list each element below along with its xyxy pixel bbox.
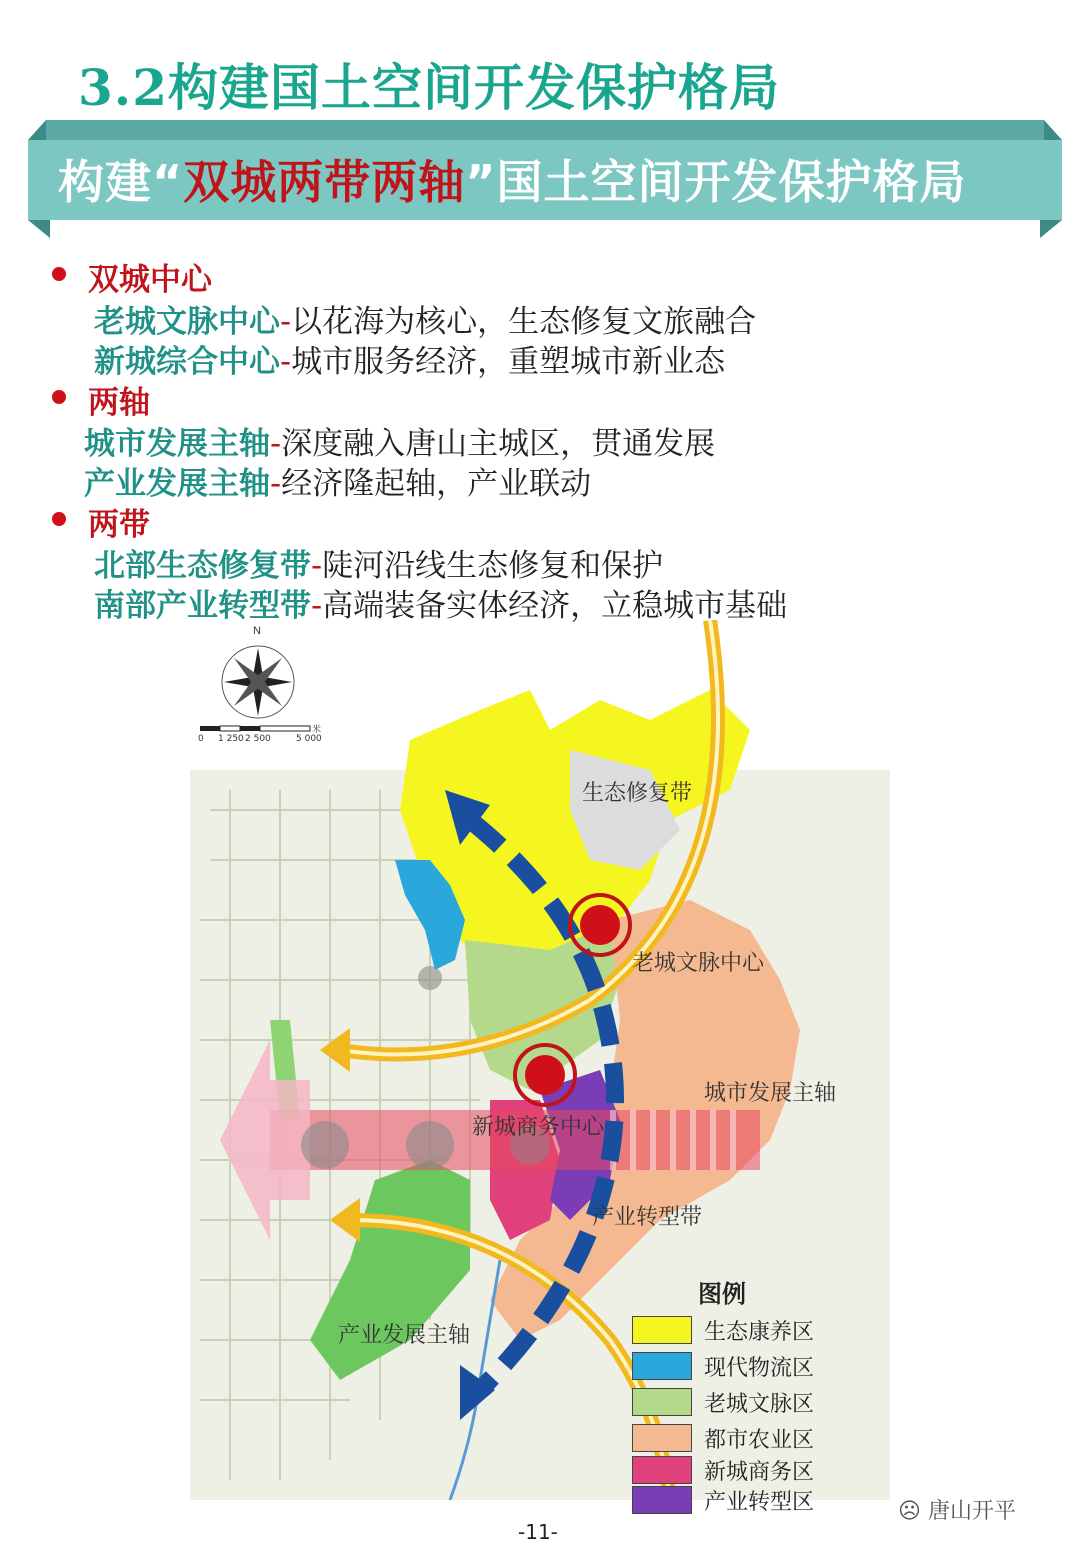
label-industry-axis: 产业发展主轴 xyxy=(338,1323,471,1348)
old-center-dot xyxy=(580,905,620,945)
banner-highlight: 双城两带两轴 xyxy=(183,155,466,209)
node-circle xyxy=(301,1121,349,1169)
page-number: -11- xyxy=(518,1520,558,1544)
section-line xyxy=(84,458,591,503)
line-key: 老城文脉中心 xyxy=(94,304,280,340)
legend-swatch xyxy=(632,1316,692,1344)
label-industry-belt: 产业转型带 xyxy=(592,1205,703,1230)
label-city-axis: 城市发展主轴 xyxy=(704,1081,837,1106)
line-text: 以花海为核心，生态修复文旅融合 xyxy=(291,304,757,340)
legend-label: 生态康养区 xyxy=(704,1320,815,1345)
line-key: 城市发展主轴 xyxy=(84,426,270,462)
line-dash: - xyxy=(270,426,282,462)
legend-label: 新城商务区 xyxy=(704,1460,815,1485)
scale-label: 1 250 xyxy=(218,734,244,744)
banner-title xyxy=(58,146,966,212)
banner-suffix: ”国土空间开发保护格局 xyxy=(465,155,967,209)
line-key: 北部生态修复带 xyxy=(94,548,311,584)
section-heading-two-belts: 两带 xyxy=(88,507,150,543)
scale-label: 2 500 xyxy=(245,734,271,744)
legend-swatch xyxy=(632,1352,692,1380)
scale-label: 0 xyxy=(198,734,204,744)
legend-swatch xyxy=(632,1456,692,1484)
line-text: 深度融入唐山主城区，贯通发展 xyxy=(281,426,716,462)
section-line xyxy=(94,296,756,341)
label-eco-belt: 生态修复带 xyxy=(582,781,693,806)
banner-prefix: 构建“ xyxy=(58,155,184,209)
watermark-text: 唐山开平 xyxy=(927,1499,1016,1524)
line-text: 高端装备实体经济，立稳城市基础 xyxy=(322,588,788,624)
watermark xyxy=(898,1494,1016,1525)
line-dash: - xyxy=(280,304,292,340)
legend-label: 都市农业区 xyxy=(704,1428,815,1453)
line-text: 经济隆起轴，产业联动 xyxy=(281,466,592,502)
line-dash: - xyxy=(280,344,292,380)
wechat-icon: ☹ xyxy=(898,1499,921,1524)
line-key: 产业发展主轴 xyxy=(84,466,270,502)
bullet-icon xyxy=(52,390,66,404)
label-old-center: 老城文脉中心 xyxy=(632,951,765,976)
page-title: 3.2构建国土空间开发保护格局 xyxy=(78,58,780,117)
legend-swatch xyxy=(632,1424,692,1452)
line-text: 陡河沿线生态修复和保护 xyxy=(322,548,664,584)
compass-label: N xyxy=(253,625,261,637)
line-key: 新城综合中心 xyxy=(94,344,280,380)
node-circle xyxy=(418,966,442,990)
label-new-center: 新城商务中心 xyxy=(472,1115,605,1140)
line-text: 城市服务经济，重塑城市新业态 xyxy=(291,344,726,380)
section-line xyxy=(94,540,663,585)
legend-label: 老城文脉区 xyxy=(704,1392,815,1417)
legend-swatch xyxy=(632,1388,692,1416)
section-line xyxy=(94,580,787,625)
section-heading-two-axes: 两轴 xyxy=(88,385,150,421)
legend-label: 现代物流区 xyxy=(704,1356,815,1381)
bullet-icon xyxy=(52,512,66,526)
scale-bar xyxy=(200,726,310,731)
line-dash: - xyxy=(270,466,282,502)
new-center-dot xyxy=(525,1055,565,1095)
legend-label: 产业转型区 xyxy=(704,1490,815,1515)
legend-swatch xyxy=(632,1486,692,1514)
line-dash: - xyxy=(311,548,323,584)
scale-label: 5 000 xyxy=(296,734,322,744)
compass-icon xyxy=(222,646,294,718)
section-line xyxy=(94,336,725,381)
node-circle xyxy=(406,1121,454,1169)
section-heading-twin-city: 双城中心 xyxy=(88,262,212,298)
legend-title: 图例 xyxy=(698,1280,746,1308)
section-line xyxy=(84,418,715,463)
bullet-icon xyxy=(52,267,66,281)
line-key: 南部产业转型带 xyxy=(94,588,311,624)
scale-label: 米 xyxy=(312,725,322,735)
line-dash: - xyxy=(311,588,323,624)
